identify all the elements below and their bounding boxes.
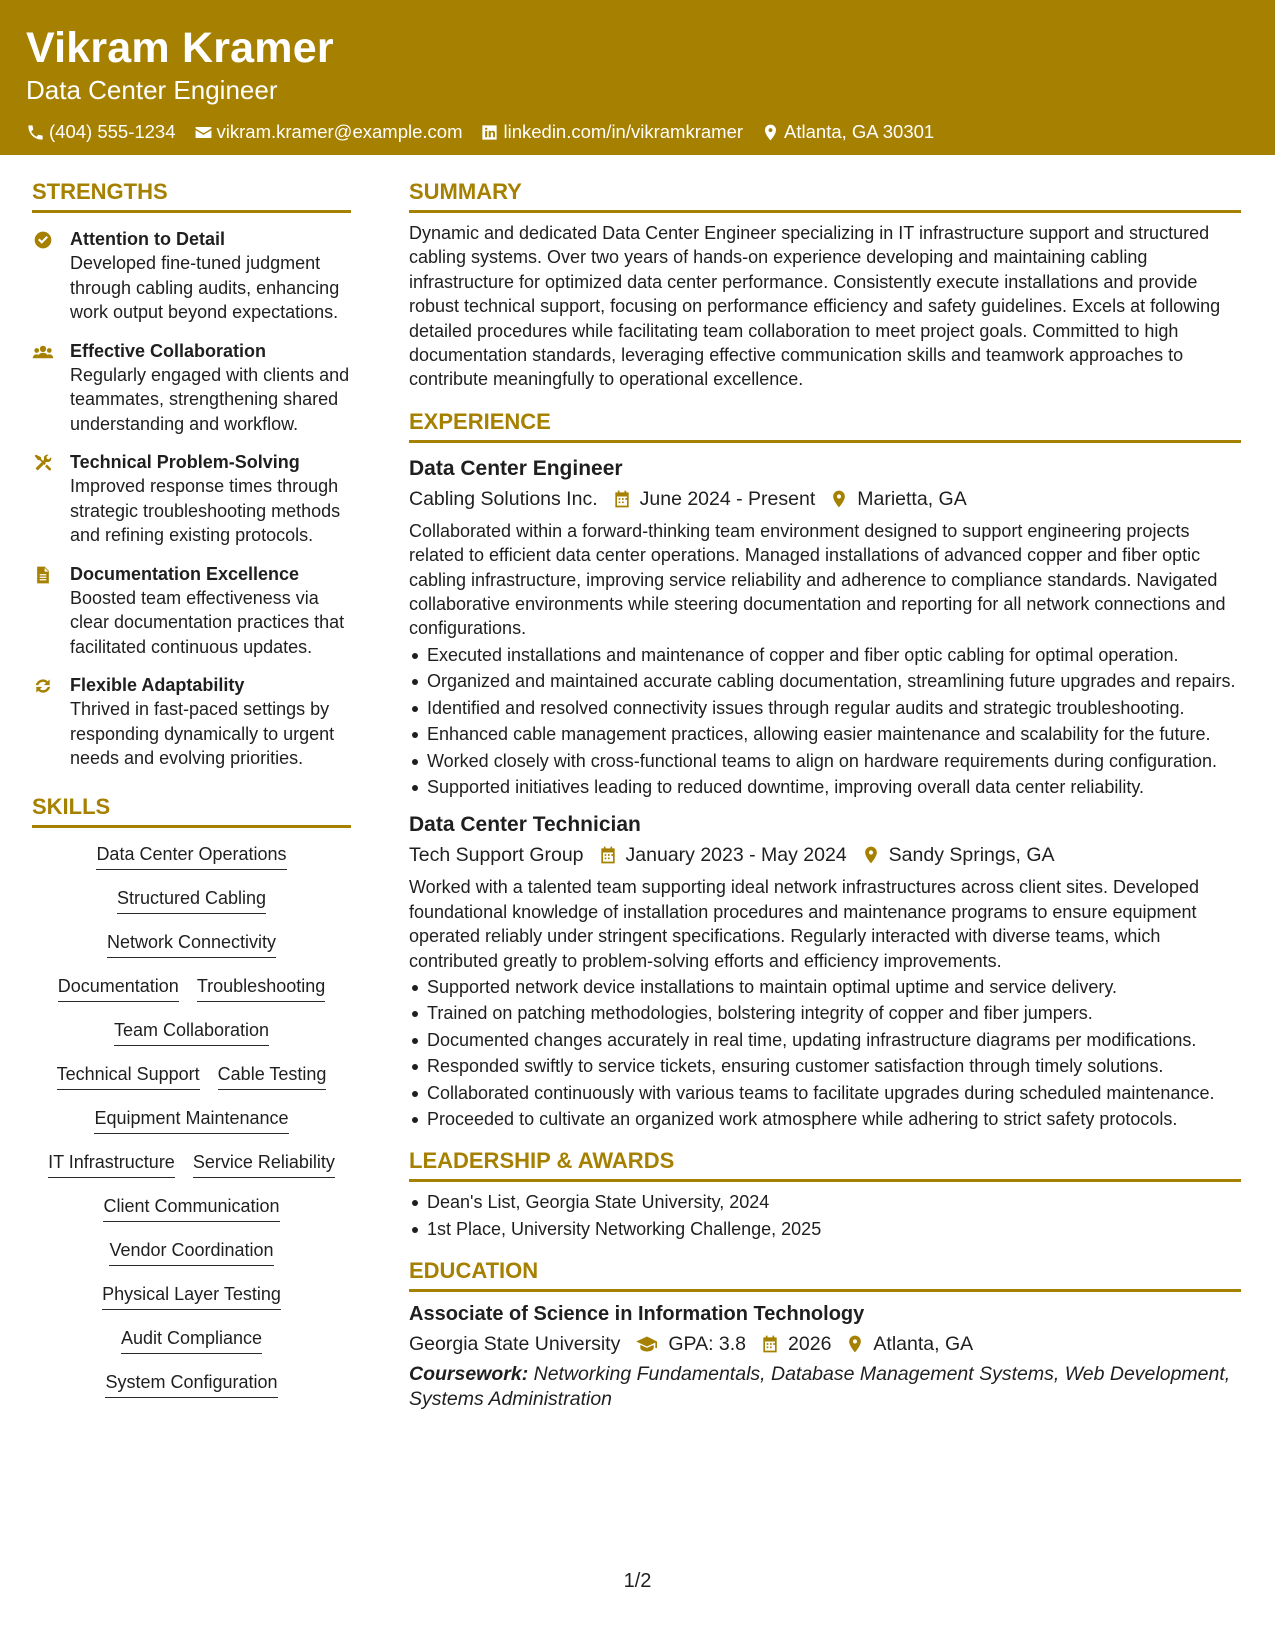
strength-title: Technical Problem-Solving (70, 452, 300, 472)
leadership-heading: LEADERSHIP & AWARDS (409, 1147, 1241, 1182)
contact-linkedin[interactable] (480, 120, 743, 144)
contact-email[interactable] (194, 120, 463, 144)
job-description: Worked with a talented team supporting ideal network infrastructures across client sites. Developed foundational knowledge of installation procedures and maintenance programs to ensure equipment operated reliably under stringent specifications. Regularly interacted with diverse teams, which contributed greatly to problem-solving efforts and efficiency improvements. (409, 877, 1200, 971)
coursework-label: Coursework: (409, 1363, 529, 1386)
list-item: 1st Place, University Networking Challenge, 2025 (409, 1217, 1241, 1241)
edu-location: Atlanta, GA (873, 1333, 974, 1356)
job-dates-wrap (612, 485, 816, 513)
job-dates: January 2023 - May 2024 (625, 844, 847, 867)
skill-tag: Network Connectivity (107, 930, 276, 958)
location-text: Atlanta, GA 30301 (784, 121, 935, 142)
gpa-wrap (634, 1330, 746, 1358)
list-item: Collaborated continuously with various teams to facilitate upgrades during scheduled maintenance. (409, 1081, 1241, 1105)
map-marker-icon (861, 845, 881, 865)
linkedin-text: linkedin.com/in/vikramkramer (503, 121, 744, 142)
resume-header (0, 0, 1275, 155)
skills-heading: SKILLS (32, 793, 351, 828)
job-entry (409, 811, 1241, 1131)
map-marker-icon (761, 123, 780, 142)
skills-list (32, 842, 351, 1398)
skill-tag: System Configuration (105, 1370, 277, 1398)
linkedin-icon (480, 123, 499, 142)
contact-bar (26, 120, 1275, 144)
left-column (32, 178, 351, 1414)
job-dates-wrap (598, 841, 847, 869)
skill-tag: Data Center Operations (96, 842, 286, 870)
phone-text: (404) 555-1234 (49, 121, 176, 142)
school-name: Georgia State University (409, 1333, 621, 1356)
list-item: Documented changes accurately in real time, updating infrastructure diagrams per modifications. (409, 1028, 1241, 1052)
list-item: Supported network device installations to maintain optimal uptime and service delivery. (409, 975, 1241, 999)
map-marker-icon (829, 489, 849, 509)
map-marker-icon (845, 1334, 865, 1354)
list-item: Dean's List, Georgia State University, 2024 (409, 1190, 1241, 1214)
skill-tag: Cable Testing (218, 1062, 327, 1090)
strengths-heading: STRENGTHS (32, 178, 351, 213)
list-item: Worked closely with cross-functional teams to align on hardware requirements during configuration. (409, 749, 1241, 773)
strength-item (32, 227, 351, 325)
edu-location-wrap (845, 1330, 973, 1358)
strength-desc: Regularly engaged with clients and teammates, strengthening shared understanding and workflow. (70, 364, 350, 434)
list-item: Identified and resolved connectivity issues through regular audits and strategic troubleshooting. (409, 696, 1241, 720)
strength-title: Attention to Detail (70, 229, 225, 249)
strength-desc: Developed fine-tuned judgment through cabling audits, enhancing work output beyond expectations. (70, 253, 340, 322)
skill-tag: Technical Support (57, 1062, 200, 1090)
job-title: Data Center Technician (409, 813, 641, 837)
contact-phone[interactable] (26, 120, 176, 144)
strength-item (32, 450, 351, 548)
education-meta (409, 1330, 1241, 1358)
job-entry (409, 455, 1241, 799)
experience-heading: EXPERIENCE (409, 408, 1241, 443)
check-circle-icon (32, 230, 54, 250)
education-heading: EDUCATION (409, 1257, 1241, 1292)
candidate-title: Data Center Engineer (26, 75, 278, 105)
calendar-icon (760, 1334, 780, 1354)
job-meta (409, 841, 1241, 869)
job-description: Collaborated within a forward-thinking team environment designed to support engineering projects related to efficient data center operations. Managed installations of advanced copper and fiber optic cabling infrastructure, improving service reliability and adherence to compliance standards. Navigated collaborative environments while steering documentation and reporting for all network connections and configurations. (409, 520, 1226, 639)
strength-title: Effective Collaboration (70, 340, 267, 361)
skill-tag: Client Communication (103, 1194, 279, 1222)
job-location: Marietta, GA (857, 487, 967, 510)
skill-tag: Documentation (58, 974, 179, 1002)
job-meta (409, 485, 1241, 513)
envelope-icon (194, 123, 213, 142)
email-text: vikram.kramer@example.com (216, 121, 463, 142)
job-location-wrap (861, 841, 1055, 869)
strength-item (32, 339, 351, 437)
job-bullets (409, 975, 1241, 1131)
users-icon (32, 342, 54, 362)
skill-tag: IT Infrastructure (48, 1150, 175, 1178)
strength-title: Flexible Adaptability (70, 675, 245, 695)
skill-tag: Structured Cabling (117, 886, 266, 914)
list-item: Proceeded to cultivate an organized work atmosphere while adhering to strict safety protocols. (409, 1107, 1241, 1131)
strength-item (32, 673, 351, 771)
strength-desc: Boosted team effectiveness via clear documentation practices that facilitated continuous updates. (70, 587, 345, 657)
list-item: Enhanced cable management practices, allowing easier maintenance and scalability for the future. (409, 722, 1241, 746)
strength-desc: Thrived in fast-paced settings by responding dynamically to urgent needs and evolving priorities. (70, 699, 335, 768)
skill-tag: Equipment Maintenance (94, 1106, 288, 1134)
summary-text: Dynamic and dedicated Data Center Engineer specializing in IT infrastructure support and structured cabling systems. Over two years of hands-on experience developing and maintaining cabling infrastructure for optimized data center performance. Consistently execute installations and provide robust technical support, focusing on performance efficiency and safety guidelines. Excels at following detailed procedures while facilitating team collaboration to meet project goals. Committed to high documentation standards, leveraging effective communication skills and teamwork approaches to contribute meaningfully to operational excellence. (409, 223, 1221, 390)
skill-tag: Team Collaboration (114, 1018, 269, 1046)
job-company: Cabling Solutions Inc. (409, 487, 598, 510)
job-bullets (409, 643, 1241, 799)
page-number: 1/2 (623, 1570, 652, 1592)
year-text: 2026 (788, 1333, 832, 1356)
candidate-name: Vikram Kramer (26, 24, 334, 72)
summary-heading: SUMMARY (409, 178, 1241, 213)
list-item: Executed installations and maintenance of copper and fiber optic cabling for optimal operation. (409, 643, 1241, 667)
leadership-list (409, 1190, 1241, 1241)
phone-icon (26, 123, 45, 142)
graduation-cap-icon (634, 1334, 660, 1354)
job-company: Tech Support Group (409, 844, 584, 867)
job-dates: June 2024 - Present (639, 487, 816, 510)
list-item: Organized and maintained accurate cabling documentation, streamlining future upgrades and repairs. (409, 669, 1241, 693)
strength-item (32, 562, 351, 660)
degree-title: Associate of Science in Information Technology (409, 1303, 865, 1326)
sync-icon (32, 676, 54, 696)
right-column (409, 178, 1241, 1412)
list-item: Responded swiftly to service tickets, ensuring customer satisfaction through timely solutions. (409, 1054, 1241, 1078)
year-wrap (760, 1330, 831, 1358)
strength-title: Documentation Excellence (70, 563, 300, 584)
job-location: Sandy Springs, GA (888, 844, 1055, 867)
tools-icon (32, 453, 54, 473)
skill-tag: Service Reliability (193, 1150, 335, 1178)
coursework (409, 1362, 1241, 1412)
skill-tag: Physical Layer Testing (102, 1282, 281, 1310)
list-item: Trained on patching methodologies, bolstering integrity of copper and fiber jumpers. (409, 1001, 1241, 1025)
coursework-text: Networking Fundamentals, Database Management Systems, Web Development, Systems Administration (409, 1363, 1231, 1411)
skill-tag: Audit Compliance (121, 1326, 262, 1354)
list-item: Supported initiatives leading to reduced downtime, improving overall data center reliability. (409, 775, 1241, 799)
calendar-icon (612, 489, 632, 509)
document-icon (32, 565, 54, 585)
gpa-text: GPA: 3.8 (668, 1333, 747, 1356)
strength-desc: Improved response times through strategic troubleshooting methods and refining existing protocols. (70, 476, 341, 545)
skill-tag: Troubleshooting (197, 974, 325, 1002)
job-location-wrap (829, 485, 966, 513)
contact-location (761, 120, 934, 144)
calendar-icon (598, 845, 618, 865)
skill-tag: Vendor Coordination (109, 1238, 273, 1266)
job-title: Data Center Engineer (409, 456, 623, 480)
